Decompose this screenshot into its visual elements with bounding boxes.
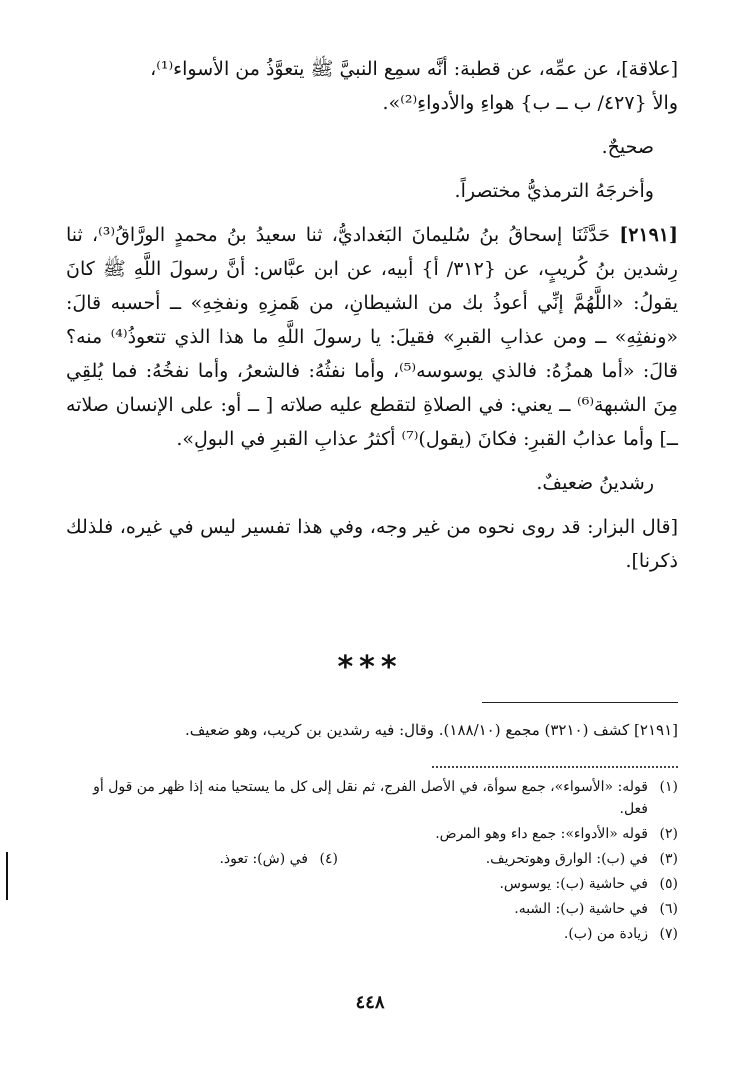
footnote-4: [219, 848, 338, 870]
footnote-text: في حاشية (ب): الشبه.: [514, 901, 648, 917]
spacer: [66, 456, 678, 466]
footnote-6: [66, 898, 678, 920]
takhrij-tirmidhi: وأخرجَهُ الترمذيُّ مختصراً.: [454, 180, 654, 202]
footnote-text: في (ب): الوارق وهوتحريف.: [485, 851, 648, 867]
narration-line-1: [علاقة]، عن عمِّه، عن قطبة: أنَّه سمِع النبيَّ ﷺ يتعوَّذُ من الأسواء⁽¹⁾،: [150, 58, 678, 80]
margin-mark: [6, 852, 8, 900]
footnote-number: (٣): [659, 851, 678, 867]
hadith-paragraph: [66, 218, 678, 456]
footnote-text: قوله «الأدواء»: جمع داء وهو المرض.: [435, 826, 648, 842]
spacer: [66, 208, 678, 218]
footnote-number: (١): [659, 779, 678, 795]
footnote-number: (٦): [659, 901, 678, 917]
footnote-5: [66, 873, 678, 895]
footnote-text: في حاشية (ب): يوسوس.: [499, 876, 648, 892]
hadith-text: حَدَّثَنَا إسحاقُ بنُ سُليمانَ البَغداديُّ، ثنا سعيدُ بنُ محمدٍ الورَّاقُ⁽³⁾، ثنا رِشدين بنُ كُريبٍ، عن {٣١٢/ أ} أبيه، عن ابن عبَّاس: أنَّ رسولَ اللَّهِ ﷺ كانَ يقولُ: «اللَّهُمَّ إنِّي أعوذُ بك من الشيطانِ، من هَمزِهِ ونفخِهِ» ــ أحسبه قالَ: «ونفثِهِ» ــ ومن عذابِ القبرِ» فقيلَ: يا رسولَ اللَّهِ ما هذا الذي تتعوذُ⁽⁴⁾ منه؟ قالَ: «أما همزُهُ: فالذي يوسوسه⁽⁵⁾، وأما نفثُهُ: فالشعرُ، وأما نفخُهُ: فما يُلقِي مِنَ الشبهة⁽⁶⁾ ــ يعني: في الصلاةِ لتقطع عليه صلاته [ ــ أو: على الإنسان صلاته ــ] وأما عذابُ القبرِ: فكانَ (يقول)⁽⁷⁾ أكثرُ عذابِ القبرِ في البولِ».: [66, 224, 679, 450]
dotted-divider: [432, 766, 678, 768]
bazzar-note: [قال البزار: قد روى نحوه من غير وجه، وفي هذا تفسير ليس في غيره، فلذلك ذكرنا].: [66, 516, 678, 572]
footnote-1: [66, 776, 678, 820]
footnote-3: [338, 848, 678, 870]
footnote-7: [66, 923, 678, 945]
narration-line-2: والأ {٤٢٧/ ب ــ ب} هواءِ والأدواءِ⁽²⁾».: [382, 92, 678, 114]
footnote-text: في (ش): تعوذ.: [219, 851, 308, 867]
footnote-divider: [482, 702, 678, 703]
footnote-number: (٤): [319, 851, 338, 867]
footnote-text: قوله: «الأسواء»، جمع سوأة، في الأصل الفرج، ثم نقل إلى كل ما يستحيا منه إذا ظهر من قول أو فعل.: [93, 779, 648, 817]
grade-daif: رشدينُ ضعيفٌ.: [536, 472, 654, 494]
grade-sahih: صحيحٌ.: [601, 136, 654, 158]
page-number: ٤٤٨: [355, 992, 385, 1013]
footnotes: [66, 776, 678, 948]
footnote-2: [66, 823, 678, 845]
spacer: [66, 164, 678, 174]
footnote-number: (٥): [659, 876, 678, 892]
main-text: [66, 52, 678, 578]
hadith-number: [٢١٩١]: [619, 224, 679, 246]
section-separator: ***: [337, 650, 403, 685]
footnote-number: (٧): [659, 926, 678, 942]
spacer: [66, 120, 678, 130]
footnote-number: (٢): [659, 826, 678, 842]
footnote-text: زيادة من (ب).: [563, 926, 648, 942]
takhrij-reference: [٢١٩١] كشف (٣٢١٠) مجمع (١٨٨/١٠). وقال: فيه رشدين بن كريب، وهو ضعيف.: [185, 721, 678, 739]
spacer: [66, 500, 678, 510]
footnote-row: [66, 848, 678, 870]
